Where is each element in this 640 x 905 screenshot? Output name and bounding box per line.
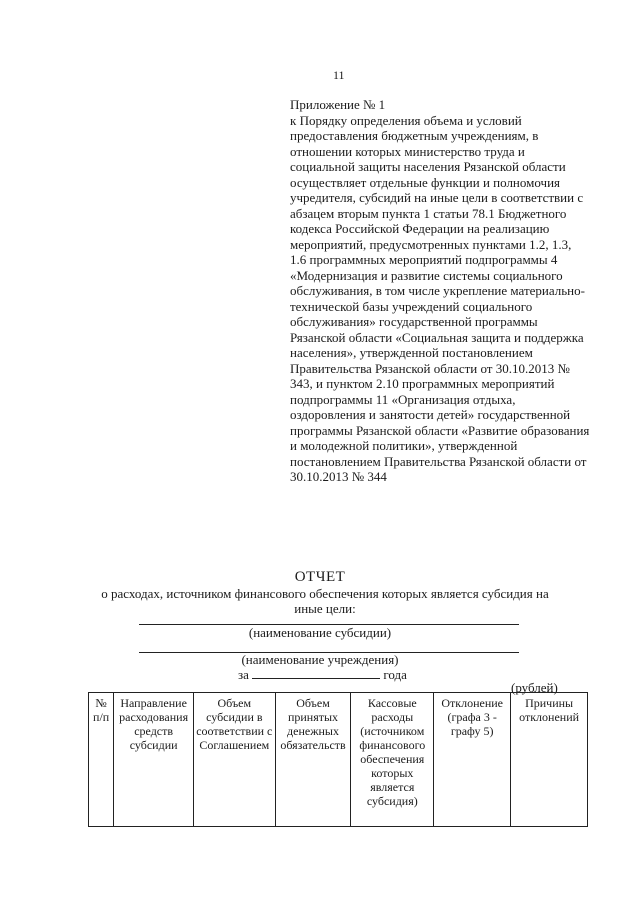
subsidy-name-caption: (наименование субсидии) [248, 625, 392, 640]
report-table [88, 692, 588, 827]
period-blank [252, 666, 380, 679]
col-deviation: Отклонение (графа 3 - графу 5) [434, 693, 511, 827]
appendix-text: к Порядку определения объема и условий предоставления бюджетным учреждениям, в отношении которых министерство труда и социальной защиты населения Рязанской области осуществляет отдельные функции и полномочия учредителя, субсидий на иные цели в соответствии с абзацем вторым пункта 1 статьи 78.1 Бюджетного кодекса Российской Федерации на реализацию мероприятий, предусмотренных пунктами 1.2, 1.3, 1.6 программных мероприятий подпрограммы 4 «Модернизация и развитие системы социального обслуживания, в том числе укрепление материально-технической базы учреждений социального обслуживания» государственной программы Рязанской области «Социальная защита и поддержка населения», утвержденной постановлением Правительства Рязанской области от 30.10.2013 № 343, и пунктом 2.10 программных мероприятий подпрограммы 11 «Организация отдыха, оздоровления и занятости детей» государственной программы Рязанской области «Развитие образования и молодежной политики», утвержденной постановлением Правительства Рязанской области от 30.10.2013 № 344 [290, 112, 590, 484]
report-subtitle: о расходах, источником финансового обеспечения которых является субсидия на иные цели: [101, 586, 549, 616]
col-direction: Направление расходования средств субсидии [114, 693, 194, 827]
appendix-title: Приложение № 1 [290, 97, 386, 112]
appendix-block [290, 97, 590, 485]
period-suffix: года [383, 667, 407, 682]
page-number: 11 [333, 68, 345, 82]
col-deviation-reasons: Причины отклонений [511, 693, 588, 827]
col-cash-expenses: Кассовые расходы (источником финансового обеспечения которых является субсидия) [351, 693, 434, 827]
report-period [238, 666, 407, 683]
col-subsidy-volume: Объем субсидии в соответствии с Соглашением [194, 693, 276, 827]
institution-name-caption: (наименование учреждения) [241, 652, 399, 667]
col-number: № п/п [89, 693, 114, 827]
units-label: (рублей) [511, 680, 558, 695]
col-obligations: Объем принятых денежных обязательств [275, 693, 351, 827]
period-prefix: за [238, 667, 249, 682]
report-title: ОТЧЕТ [294, 569, 346, 585]
table-header-row [89, 693, 588, 827]
